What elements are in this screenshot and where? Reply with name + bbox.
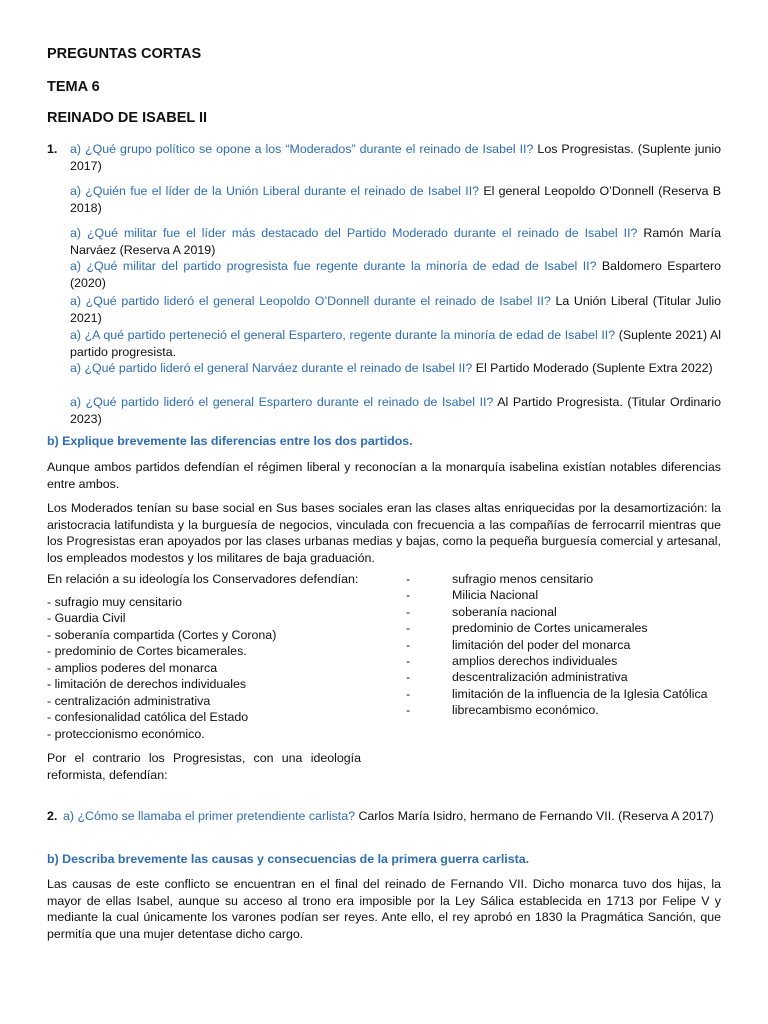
list-item: - sufragio muy censitario — [47, 594, 182, 609]
list-item: - sufragio menos censitario — [406, 572, 594, 586]
answer-text: La Unión Liberal (Titular Julio 2021) — [70, 294, 722, 325]
question-number: 1. — [47, 142, 58, 156]
qa-item — [70, 258, 721, 291]
question-text: a) ¿Qué partido lideró el general Espartero durante el reinado de Isabel II? — [70, 395, 494, 409]
question-text: a) ¿Cómo se llamaba el primer pretendiente carlista? — [63, 809, 355, 823]
list-item: - predominio de Cortes unicamerales — [406, 621, 648, 636]
moderates-column — [47, 571, 361, 783]
list-item: - librecambismo económico. — [406, 703, 599, 718]
section-heading: REINADO DE ISABEL II — [47, 110, 208, 126]
list-item: - predominio de Cortes bicamerales. — [47, 644, 247, 658]
list-item: - limitación de derechos individuales — [47, 677, 247, 691]
qa-item — [70, 327, 721, 360]
answer-text: Al Partido Progresista. (Titular Ordinario 2023) — [70, 395, 721, 426]
bullet: - — [406, 588, 411, 603]
answer-text: Carlos María Isidro, hermano de Fernando VII. (Reserva A 2017) — [355, 809, 714, 823]
list-item: - amplios poderes del monarca — [47, 660, 218, 675]
qa-item — [70, 293, 721, 326]
progressives-column — [406, 571, 726, 719]
bullet: - — [406, 637, 411, 652]
answer-text: (Suplente 2021) Al partido progresista. — [70, 328, 721, 359]
question-text: a) ¿Qué militar fue el líder más destacado del Partido Moderado durante el reinado de Isabel II? — [70, 226, 638, 240]
question-number: 2. — [47, 809, 58, 823]
list-item: - soberanía compartida (Cortes y Corona) — [47, 627, 277, 642]
paragraph: Las causas de este conflicto se encuentran en el final del reinado de Fernando VII. Dicho monarca tuvo dos hijas, la mayor de ellas Isabel, aunque su acceso al trono era imposible por la Ley Sálica establecida en 1713 por Felipe V y mediante la cual únicamente los varones podían ser reyes. Ante ello, el rey aprobó en 1830 la Pragmática Sanción, que permitía que una mujer detentase dicho cargo. — [47, 877, 721, 941]
question-text: a) ¿A qué partido perteneció el general Espartero, regente durante la minoría de edad de Isabel II? — [70, 328, 616, 342]
paragraph: Aunque ambos partidos defendían el régimen liberal y reconocían a la monarquía isabelina existían notables diferencias entre ambos. — [47, 460, 721, 491]
list-item: - Milicia Nacional — [406, 588, 539, 603]
list-item: - Guardia Civil — [47, 611, 126, 625]
list-item: - amplios derechos individuales — [406, 653, 618, 668]
list-item: - centralización administrativa — [47, 693, 211, 708]
list-item: - confesionalidad católica del Estado — [47, 710, 249, 724]
qa-item — [70, 225, 721, 258]
answer-text: Ramón María Narváez (Reserva A 2019) — [70, 226, 721, 257]
bullet: - — [406, 703, 411, 718]
list-item: - proteccionismo económico. — [47, 726, 205, 741]
qa-item — [70, 183, 721, 216]
answer-text: Los Progresistas. (Suplente junio 2017) — [70, 142, 721, 173]
answer-text: El Partido Moderado (Suplente Extra 2022) — [472, 361, 713, 375]
column-intro: En relación a su ideología los Conservadores defendían: — [47, 572, 359, 586]
subquestion-b: b) Describa brevemente las causas y consecuencias de la primera guerra carlista. — [47, 852, 530, 866]
question-text: a) ¿Quién fue el líder de la Unión Liberal durante el reinado de Isabel II? — [70, 184, 480, 198]
list-item: - soberanía nacional — [406, 604, 557, 619]
list-item: - limitación del poder del monarca — [406, 637, 631, 652]
qa-item — [70, 394, 721, 427]
subquestion-b: b) Explique brevemente las diferencias entre los dos partidos. — [47, 434, 413, 448]
question-text: a) ¿Qué partido lideró el general Narváez durante el reinado de Isabel II? — [70, 361, 473, 375]
bullet: - — [406, 604, 411, 619]
column-outro: Por el contrario los Progresistas, con una ideología reformista, defendían: — [47, 751, 361, 782]
question-text: a) ¿Qué militar del partido progresista fue regente durante la minoría de edad de Isabel II? — [70, 259, 597, 273]
answer-text: Baldomero Espartero (2020) — [70, 259, 721, 290]
paragraph: Los Moderados tenían su base social en Sus bases sociales eran las clases altas enriquecidas por la desamortización: la aristocracia latifundista y la burguesía de negocios, vinculada con frecuencia a las compañías de ferrocarril mientras que los Progresistas eran apoyados por las clases urbanas medias y bajas, como la pequeña burguesía comercial y artesanal, los empleados modestos y los militares de baja graduación. — [47, 501, 721, 565]
bullet: - — [406, 621, 411, 636]
question-text: a) ¿Qué grupo político se opone a los “Moderados” durante el reinado de Isabel II? — [70, 142, 534, 156]
list-item: - limitación de la influencia de la Iglesia Católica — [406, 686, 708, 701]
qa-item — [70, 360, 721, 377]
list-item: - descentralización administrativa — [406, 670, 628, 685]
bullet: - — [406, 653, 411, 668]
qa-item — [70, 141, 721, 174]
bullet: - — [406, 686, 411, 701]
bullet: - — [406, 670, 411, 685]
answer-text: El general Leopoldo O’Donnell (Reserva B 2018) — [70, 184, 721, 215]
topic-heading: TEMA 6 — [47, 79, 100, 95]
qa-item — [47, 808, 721, 825]
doc-title: PREGUNTAS CORTAS — [47, 46, 202, 62]
question-text: a) ¿Qué partido lideró el general Leopoldo O’Donnell durante el reinado de Isabel II? — [70, 294, 551, 308]
bullet: - — [406, 572, 411, 586]
